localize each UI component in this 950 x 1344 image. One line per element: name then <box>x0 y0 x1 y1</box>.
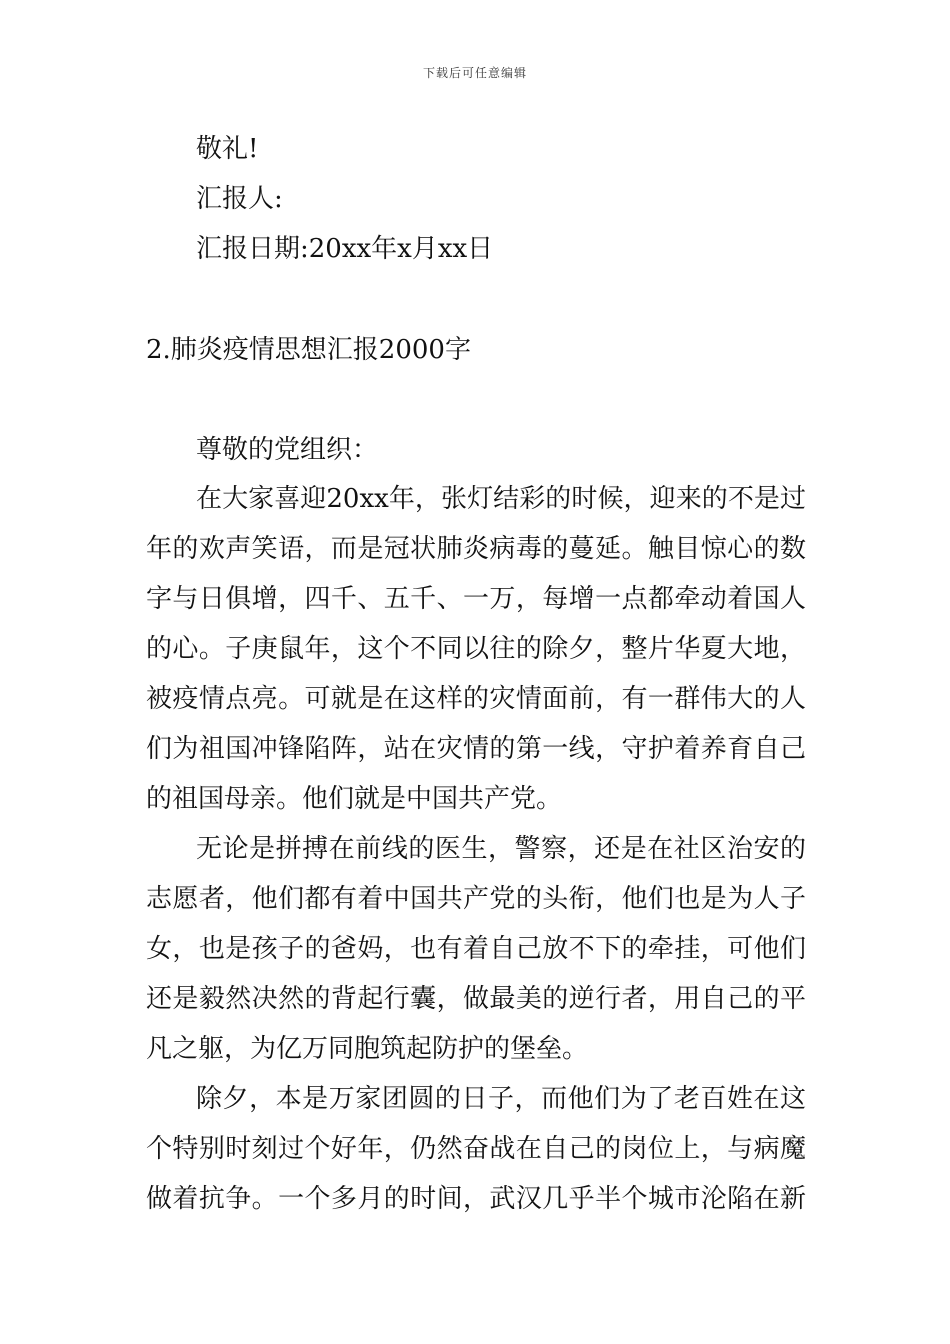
paragraph-1-line-5: 被疫情点亮。可就是在这样的灾情面前，有一群伟大的人 <box>146 684 806 714</box>
paragraph-1-line-3: 字与日俱增，四千、五千、一万，每增一点都牵动着国人 <box>146 584 806 614</box>
paragraph-1-line-2: 年的欢声笑语，而是冠状肺炎病毒的蔓延。触目惊心的数 <box>146 534 806 564</box>
paragraph-3-line-2: 个特别时刻过个好年，仍然奋战在自己的岗位上，与病魔 <box>146 1134 806 1164</box>
paragraph-2-line-5: 凡之躯，为亿万同胞筑起防护的堡垒。 <box>146 1034 589 1064</box>
paragraph-1-line-1: 在大家喜迎20xx年，张灯结彩的时候，迎来的不是过 <box>196 484 806 514</box>
paragraph-2-line-2: 志愿者，他们都有着中国共产党的头衔，他们也是为人子 <box>146 884 806 914</box>
greeting: 尊敬的党组织： <box>196 435 379 465</box>
paragraph-2-line-4: 还是毅然决然的背起行囊，做最美的逆行者，用自己的平 <box>146 984 806 1014</box>
paragraph-3-line-1: 除夕，本是万家团圆的日子，而他们为了老百姓在这 <box>196 1084 806 1114</box>
closing-salutation: 敬礼! <box>196 134 259 164</box>
paragraph-1-line-6: 们为祖国冲锋陷阵，站在灾情的第一线，守护着养育自己 <box>146 734 806 764</box>
report-date: 汇报日期:20xx年x月xx日 <box>196 234 494 264</box>
page-header: 下载后可任意编辑 <box>422 66 527 80</box>
paragraph-1-line-4: 的心。子庚鼠年，这个不同以往的除夕，整片华夏大地， <box>146 634 806 664</box>
section-title: 2.肺炎疫情思想汇报2000字 <box>146 335 471 365</box>
paragraph-2-line-3: 女，也是孩子的爸妈，也有着自己放不下的牵挂，可他们 <box>146 934 806 964</box>
paragraph-1-line-7: 的祖国母亲。他们就是中国共产党。 <box>146 784 563 814</box>
reporter-label: 汇报人: <box>196 184 283 214</box>
paragraph-3-line-3: 做着抗争。一个多月的时间，武汉几乎半个城市沦陷在新 <box>146 1184 806 1214</box>
paragraph-2-line-1: 无论是拼搏在前线的医生，警察，还是在社区治安的 <box>196 834 806 864</box>
